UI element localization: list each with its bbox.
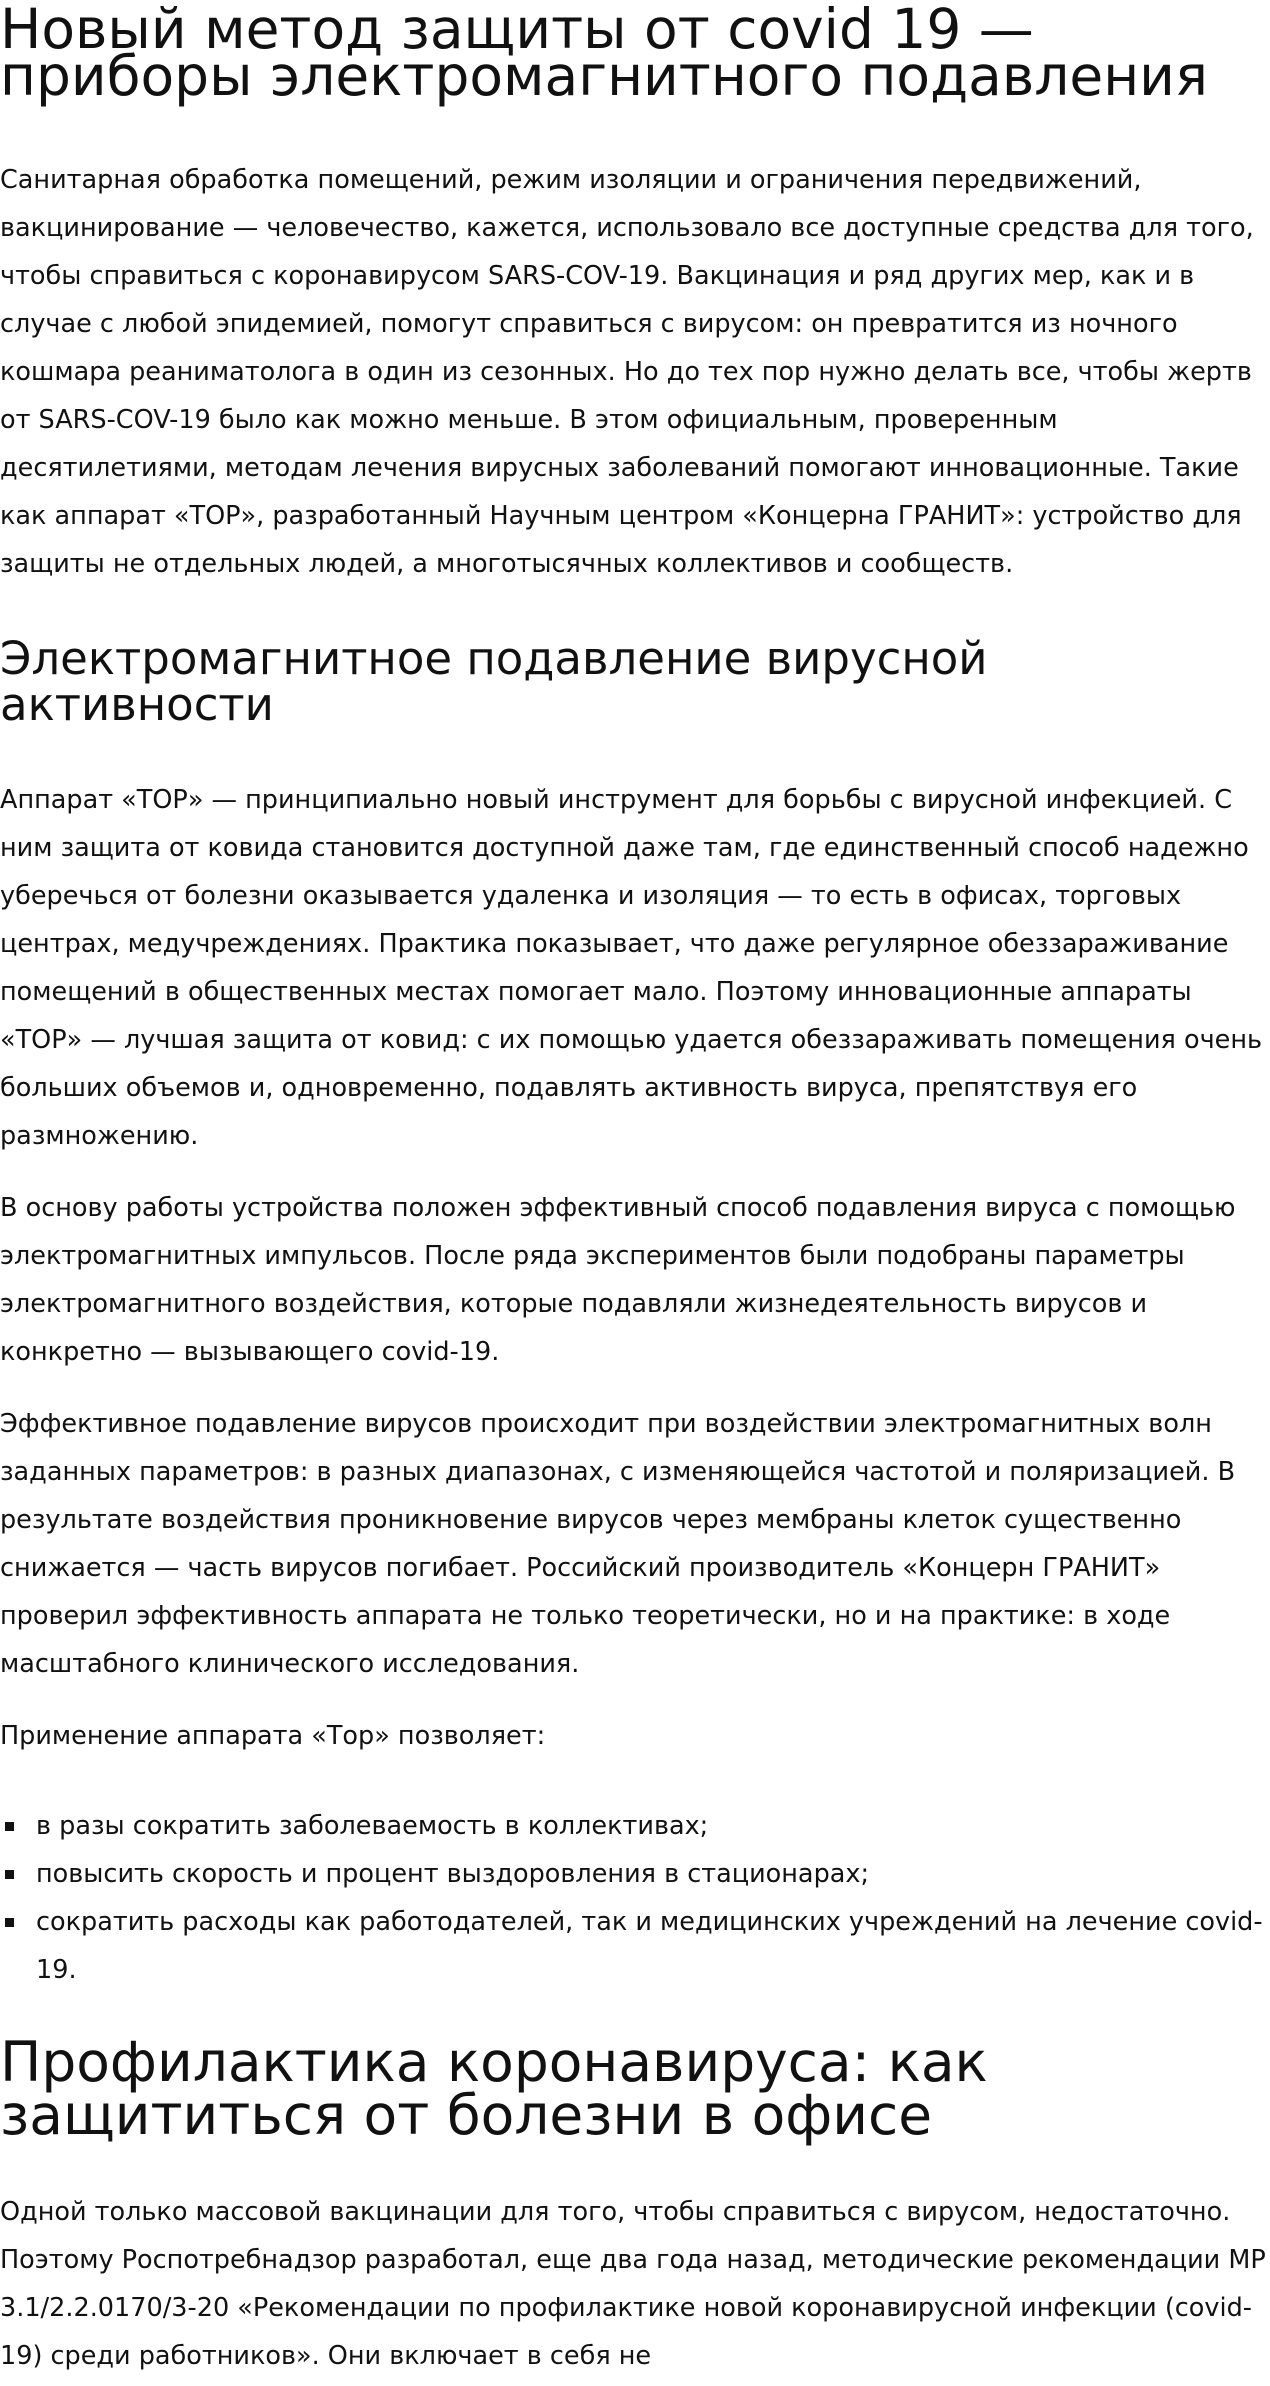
square-bullet-icon: [5, 1918, 14, 1927]
paragraph-working-principle: В основу работы устройства положен эффективный способ подавления вируса с помощью электромагнитных импульсов. После ряда экспериментов были подобраны параметры электромагнитного воздействия, которые подавляли жизнедеятельность вирусов и конкретно — вызывающего covid-19.: [0, 1193, 1236, 1367]
list-item-text: сократить расходы как работодателей, так и медицинских учреждений на лечение covid-19.: [36, 1907, 1263, 1985]
intro-paragraph: Санитарная обработка помещений, режим изоляции и ограничения передвижений, вакцинирование — человечество, кажется, использовало все доступные средства для того, чтобы справиться с коронавирусом SARS-COV-19. Вакцинация и ряд других мер, как и в случае с любой эпидемией, помогут справиться с вирусом: он превратится из ночного кошмара реаниматолога в один из сезонных. Но до тех пор нужно делать все, чтобы жертв от SARS-COV-19 было как можно меньше. В этом официальным, проверенным десятилетиями, методам лечения вирусных заболеваний помогают инновационные. Такие как аппарат «ТОР», разработанный Научным центром «Концерна ГРАНИТ»: устройство для защиты не отдельных людей, а многотысячных коллективов и сообществ.: [0, 165, 1254, 579]
section-heading-office-prevention: Профилактика коронавируса: как защититься от болезни в офисе: [0, 2030, 988, 2147]
list-item: [0, 1850, 1270, 1898]
square-bullet-icon: [5, 1822, 14, 1831]
paragraph-tor-device: Аппарат «ТОР» — принципиально новый инструмент для борьбы с вирусной инфекцией. С ним защита от ковида становится доступной даже там, где единственный способ надежно уберечься от болезни оказывается удаленка и изоляция — то есть в офисах, торговых центрах, медучреждениях. Практика показывает, что даже регулярное обеззараживание помещений в общественных местах помогает мало. Поэтому инновационные аппараты «ТОР» — лучшая защита от ковид: с их помощью удается обеззараживать помещения очень больших объемов и, одновременно, подавлять активность вируса, препятствуя его размножению.: [0, 785, 1263, 1151]
list-item-text: повысить скорость и процент выздоровления в стационарах;: [36, 1859, 870, 1889]
page-title: Новый метод защиты от covid 19 — приборы электромагнитного подавления: [0, 0, 1209, 108]
benefits-list: [0, 1802, 1270, 1994]
paragraph-rospotrebnadzor: Одной только массовой вакцинации для того, чтобы справиться с вирусом, недостаточно. Поэтому Роспотребнадзор разработал, еще два года назад, методические рекомендации МР 3.1/2.2.0170/3-20 «Рекомендации по профилактике новой коронавирусной инфекции (covid-19) среди работников». Они включает в себя не: [0, 2197, 1266, 2371]
paragraph-usage-intro: Применение аппарата «Тор» позволяет:: [0, 1721, 546, 1751]
list-item: [0, 1898, 1270, 1994]
paragraph-effective-suppression: Эффективное подавление вирусов происходит при воздействии электромагнитных волн заданных параметров: в разных диапазонах, с изменяющейся частотой и поляризацией. В результате воздействия проникновение вирусов через мембраны клеток существенно снижается — часть вирусов погибает. Российский производитель «Концерн ГРАНИТ» проверил эффективность аппарата не только теоретически, но и на практике: в ходе масштабного клинического исследования.: [0, 1409, 1236, 1679]
list-item: [0, 1802, 1270, 1850]
square-bullet-icon: [5, 1870, 14, 1879]
section-heading-em-suppression: Электромагнитное подавление вирусной активности: [0, 632, 988, 731]
list-item-text: в разы сократить заболеваемость в коллективах;: [36, 1811, 709, 1841]
